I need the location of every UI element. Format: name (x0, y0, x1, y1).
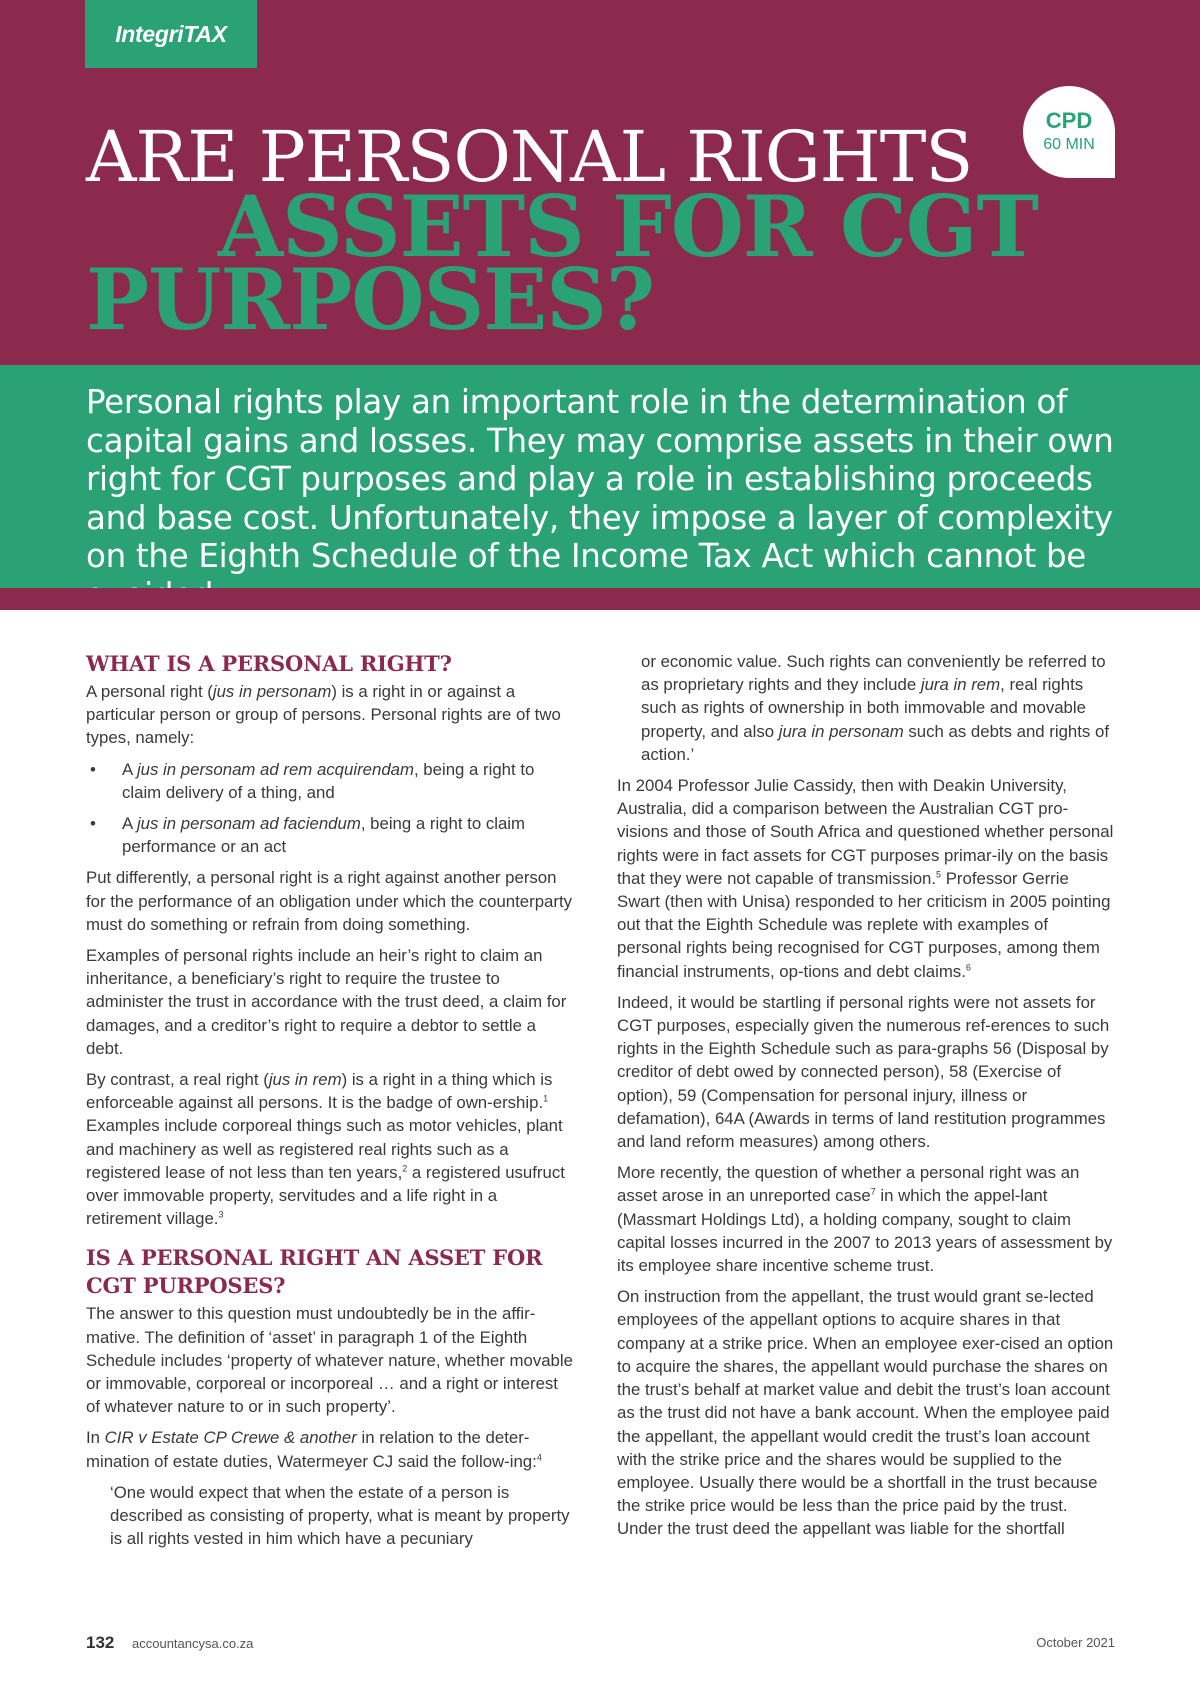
footer-date: October 2021 (1036, 1635, 1115, 1650)
footnote-ref: 3 (218, 1209, 224, 1220)
list-item (86, 812, 576, 858)
paragraph: Examples of personal rights include an heir’s right to claim an inheritance, a beneficiary’s right to require the trustee to administer the trust in accordance with the trust deed, a claim for damages, and a creditor’s right to require a debtor to settle a debt. (86, 946, 567, 1058)
title-line-2: ASSETS FOR CGT (218, 177, 1039, 276)
paragraph: Put differently, a personal right is a right against another person for the performance of an obligation under which the counterparty must do something or refrain from doing something. (86, 868, 573, 934)
footer-url[interactable]: accountancysa.co.za (132, 1636, 254, 1651)
text: Examples include corporeal things such as motor vehicles, plant and machinery as well as registered real rights such as a registered lease of not less than ten years, (86, 1116, 563, 1182)
text: In (86, 1428, 105, 1448)
text: or economic value. Such rights can conveniently be referred to as proprietary rights and they include (641, 652, 1106, 695)
italic-term: jura in rem (920, 675, 1001, 695)
italic-term: jus in personam ad faciendum (136, 814, 361, 834)
paragraph: Indeed, it would be startling if personal rights were not assets for CGT purposes, especially given the numerous ref-erences to such rights in the Eighth Schedule such as para-graphs 56 (Disposal by creditor of debt owed by connected person), 58 (Exercise of option), 59 (Compensation for personal injury, illness or defamation), 64A (Awards in terms of land restitution programmes and land reform measures) among others. (617, 992, 1110, 1152)
text: such as debts and rights of action.’ (641, 721, 1109, 764)
heading-is-personal-right-asset: IS A PERSONAL RIGHT AN ASSET FOR CGT PURPOSES? (86, 1245, 543, 1299)
text: More recently, the question of whether a personal right was an asset arose in an unreported case (617, 1163, 1080, 1206)
page-number: 132 (86, 1633, 115, 1652)
cpd-badge (1023, 86, 1115, 178)
italic-term: CIR v Estate CP Crewe & another (104, 1428, 357, 1448)
cpd-label: CPD (1045, 108, 1093, 133)
text: , real rights such as rights of ownership in both immovable and movable property, and also (641, 675, 1086, 741)
left-column (86, 650, 576, 1559)
page-footer (86, 1633, 1115, 1653)
title-line-3: PURPOSES? (86, 250, 655, 349)
footnote-ref: 4 (536, 1452, 542, 1463)
text: By contrast, a real right ( (86, 1070, 269, 1090)
paragraph (86, 1426, 576, 1472)
text: , being a right to claim delivery of a thing, and (122, 759, 535, 802)
paragraph (617, 774, 1115, 983)
intro-text: Personal rights play an important role in the determination of capital gains and losses. They may comprise assets in their own right for CGT purposes and play a role in establishing proceeds and base cost. Unfortunately, they impose a layer of complexity on the Eighth Schedule of the Income Tax Act which cannot be (86, 383, 1114, 575)
list-item (86, 758, 576, 804)
italic-term: jus in personam (212, 682, 332, 701)
footnote-ref: 6 (965, 962, 971, 973)
italic-term: jura in personam (778, 721, 904, 741)
paragraph (617, 1161, 1115, 1277)
italic-term: jus in rem (268, 1070, 342, 1090)
text: Professor Gerrie Swart (then with Unisa) responded to her criticism in 2005 pointing out that the Eighth Schedule was replete with examples of personal rights being recognised for CGT purposes, among them financial instruments, op-tions and debt claims. (617, 868, 1111, 981)
divider-band (0, 588, 1200, 610)
text: A (122, 759, 137, 779)
footnote-ref: 5 (936, 869, 942, 880)
text: in which the appel-lant (Massmart Holdings Ltd), a holding company, sought to claim capital losses incurred in the 2007 to 2013 years of assessment by its employee share incentive scheme trust. (617, 1186, 1113, 1276)
block-quote: ‘One would expect that when the estate of a person is described as consisting of property, what is meant by property is all rights vested in him which have a pecuniary (110, 1482, 570, 1549)
right-column (617, 650, 1115, 1549)
heading-what-is-personal-right: WHAT IS A PERSONAL RIGHT? (86, 651, 452, 676)
text: A (122, 814, 137, 834)
footnote-ref: 2 (402, 1163, 408, 1174)
footnote-ref: 7 (870, 1186, 876, 1197)
header-banner (0, 0, 1200, 365)
title-line-1: ARE PERSONAL RIGHTS (86, 116, 973, 198)
text: a registered usufruct over immovable property, servitudes and a life right in a retirement village. (86, 1162, 565, 1229)
paragraph: On instruction from the appellant, the trust would grant se-lected employees of the appellant options to acquire shares in that company at a strike price. When an employee exer-cised an option to acquire the shares, the appellant would purchase the shares on the trust’s behalf at market value and debit the trust’s loan account as the trust did not have a bank account. When the employee paid the appellant, the appellant would credit the trust’s loan account with the strike price and the shares would be supplied to the employee. Usually there would be a shortfall in the trust because the strike price would be less than the price paid by the trust. Under the trust deed the appellant was liable for the shortfall (617, 1287, 1114, 1539)
text: ) is a right in a thing which is enforceable against all persons. It is the badge of own-ership. (86, 1070, 553, 1113)
text: In 2004 Professor Julie Cassidy, then with Deakin University, Australia, did a comparison between the Australian CGT pro-visions and those of South Africa and questioned whether personal rights were in fact assets for CGT purposes primar-ily on the basis that they were not capable of transmission. (617, 776, 1114, 888)
footnote-ref: 1 (543, 1093, 549, 1104)
intro-banner (0, 365, 1200, 588)
block-quote-continued (617, 650, 1115, 766)
brand-logo-text: IntegriTAX (115, 20, 227, 47)
paragraph: The answer to this question must undoubtedly be in the affir-mative. The definition of ‘asset’ in paragraph 1 of the Eighth Schedule includes ‘property of whatever nature, whether movable or immovable, corporeal or incorporeal … and a right or interest of whatever nature to or in such property’. (86, 1304, 573, 1417)
text: A personal right ( (86, 682, 213, 701)
paragraph (86, 1068, 576, 1230)
text: ) is a right in or against a particular person or group of persons. Personal rights are of two types, namely: (86, 682, 561, 748)
italic-term: jus in personam ad rem acquirendam (136, 759, 414, 779)
text: in relation to the deter-mination of estate duties, Watermeyer CJ said the follow-ing: (86, 1428, 537, 1471)
bullet-list (86, 758, 576, 859)
paragraph (86, 680, 576, 750)
text: , being a right to claim performance or an act (122, 814, 525, 857)
brand-logo (85, 0, 257, 68)
cpd-duration: 60 MIN (1043, 136, 1095, 153)
